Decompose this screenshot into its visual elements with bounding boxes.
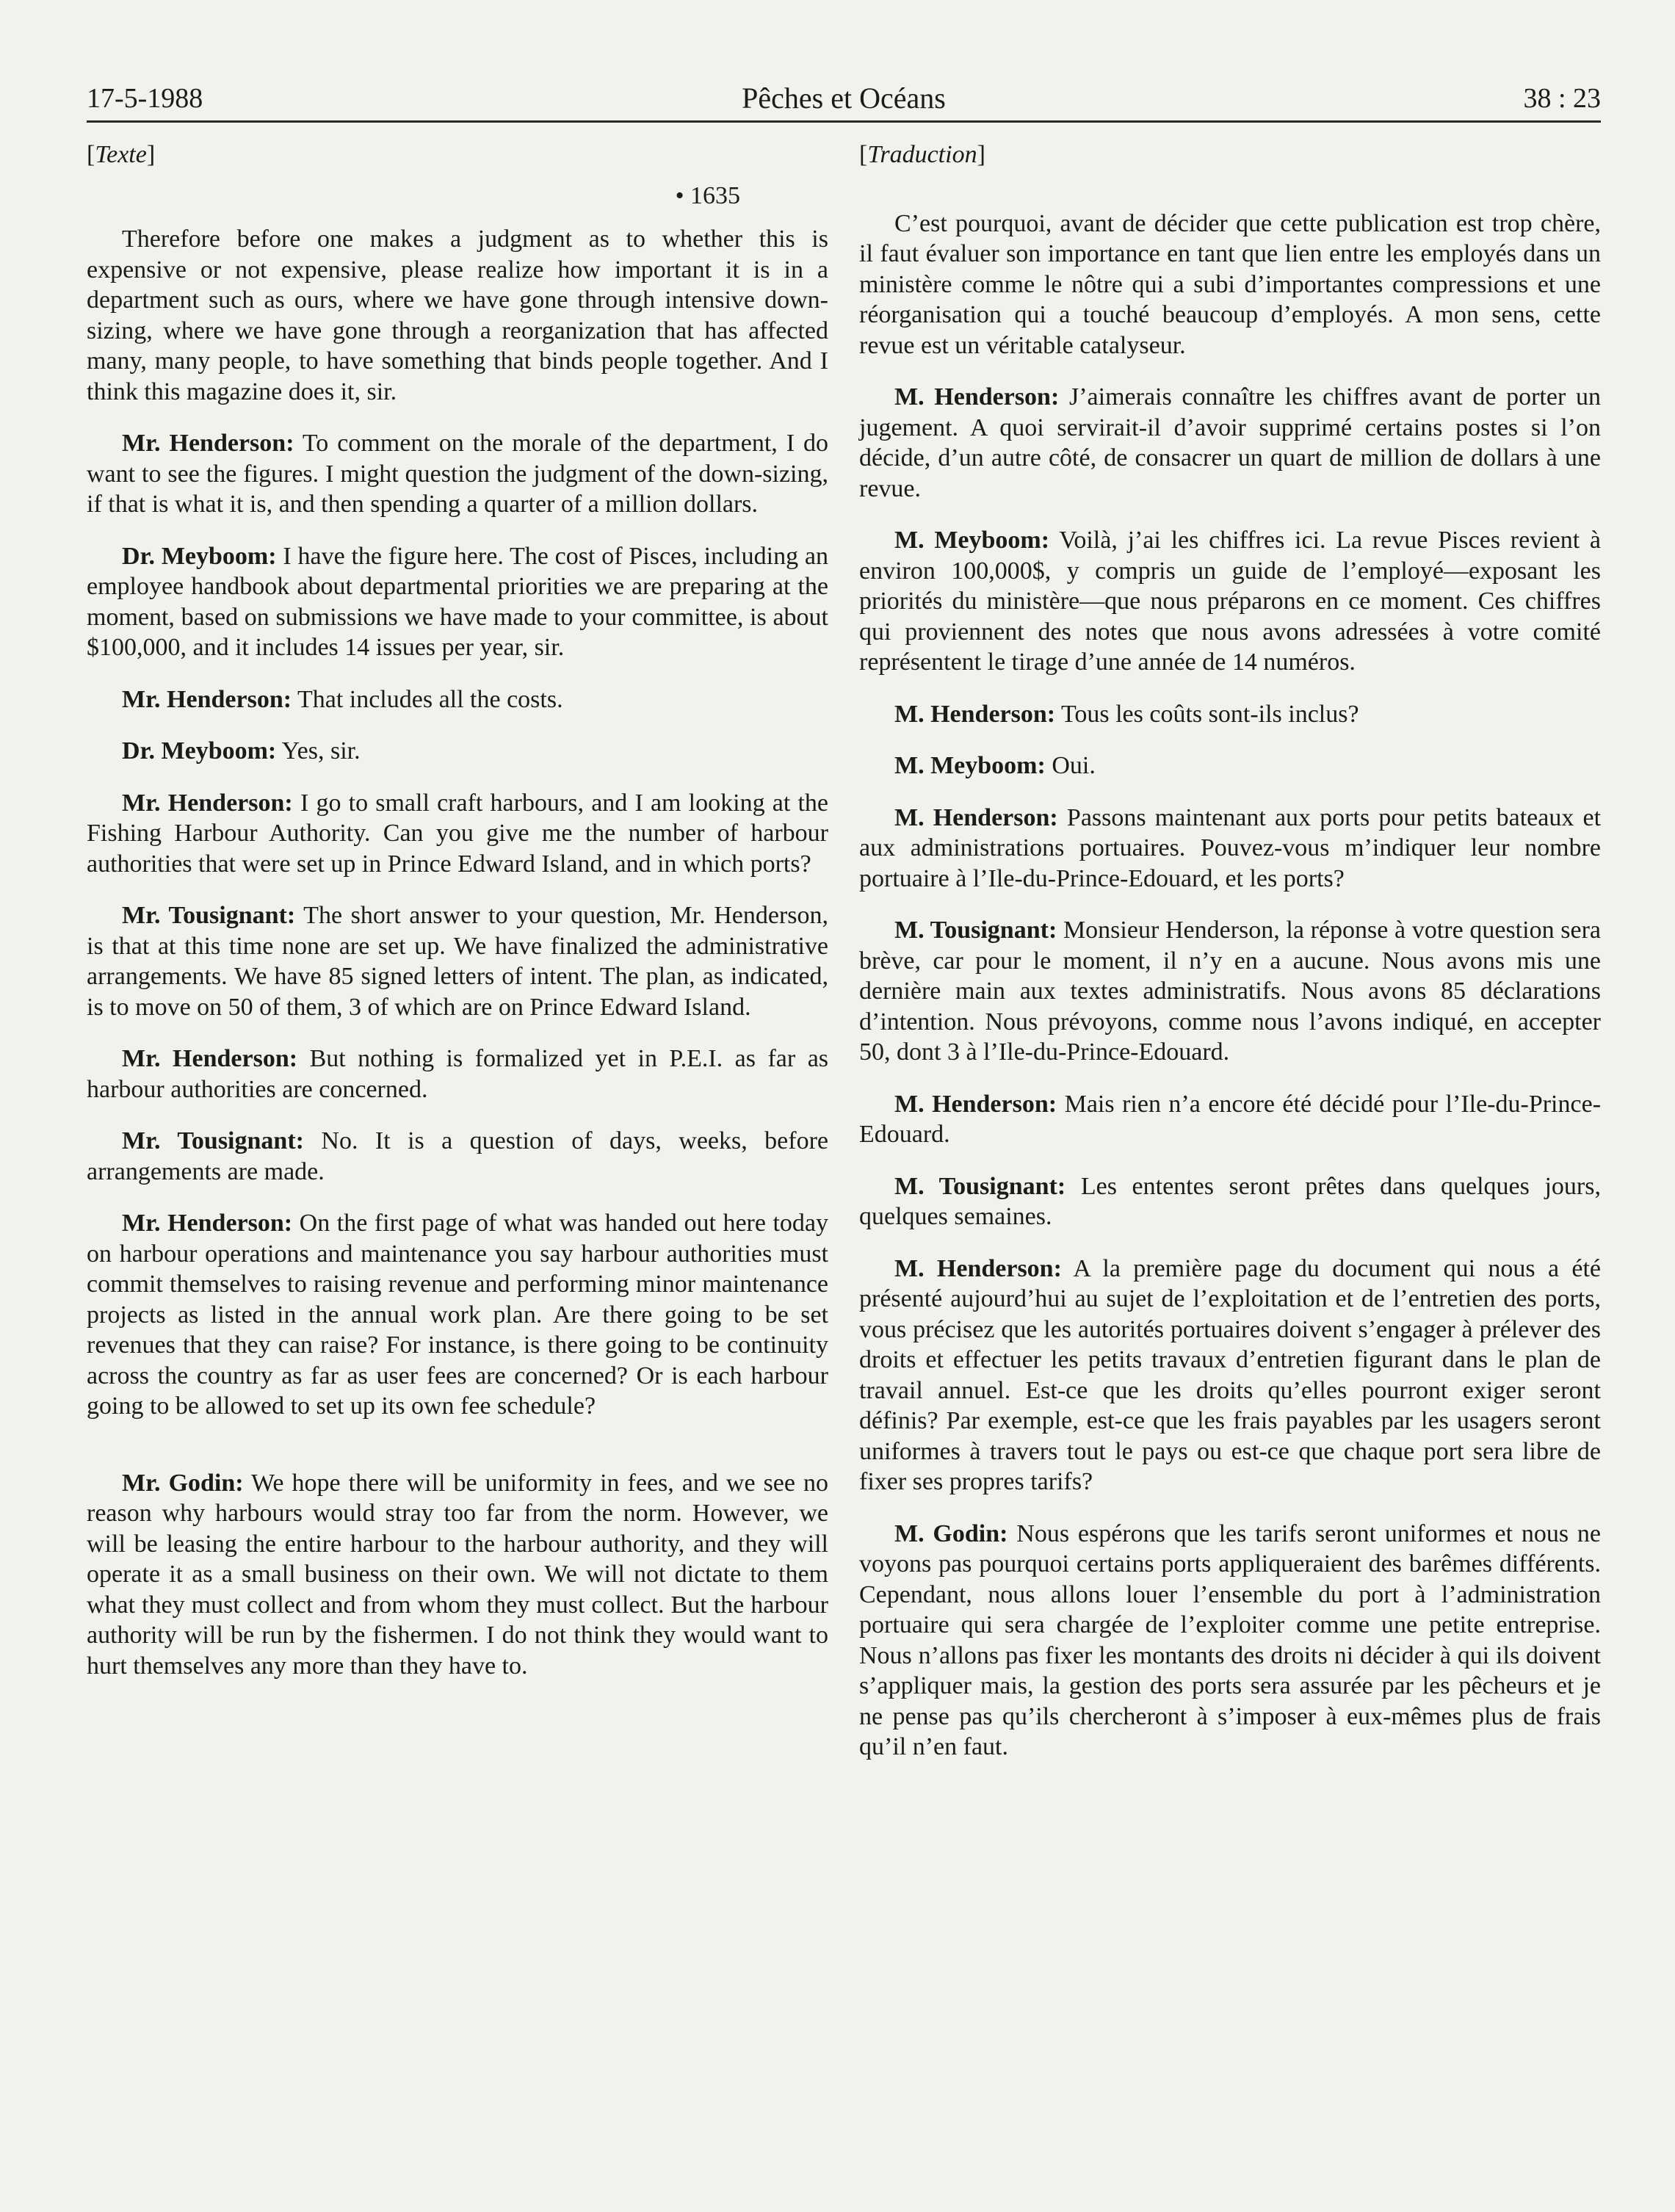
speech-text: Tous les coûts sont-ils inclus? xyxy=(1060,700,1359,728)
speaker-name: M. Henderson: xyxy=(894,383,1060,411)
speaker-name: Mr. Tousignant: xyxy=(122,902,296,929)
speaker-name: Dr. Meyboom: xyxy=(122,542,277,570)
speaker-name: Mr. Henderson: xyxy=(122,430,294,457)
left-column xyxy=(87,140,828,1702)
speech-text: That includes all the costs. xyxy=(297,685,563,713)
speaker-name: Mr. Godin: xyxy=(122,1469,244,1497)
speech-text: Mais rien n’a encore été décidé pour l’Ile-du-Prince-Edouard. xyxy=(859,1090,1602,1148)
transcript-paragraph xyxy=(859,751,1601,781)
transcript-paragraph xyxy=(859,1171,1601,1232)
speech-text: Oui. xyxy=(1052,752,1096,779)
speaker-name: M. Meyboom: xyxy=(894,527,1050,554)
transcript-paragraph xyxy=(859,699,1601,730)
transcript-paragraph xyxy=(859,1089,1601,1150)
transcript-paragraph xyxy=(87,1126,828,1187)
right-column-label: [Traduction] xyxy=(859,141,985,168)
speech-text: Therefore before one makes a judgment as to whether this is expensive or not expensive, please realize how important it is in a department such as ours, where we have gone through intensive down-sizing, where we have gone through a reorganization that has affected many, many people, to have something that binds people together. And I think this magazine does it, sir. xyxy=(87,225,828,405)
transcript-paragraph xyxy=(859,209,1601,361)
speaker-name: Mr. Henderson: xyxy=(122,1045,298,1072)
speech-text: Les ententes seront prêtes dans quelques jours, quelques semaines. xyxy=(859,1172,1601,1230)
speech-text: J’aimerais connaître les chiffres avant de porter un jugement. A quoi servirait-il d’avoir supprimé certains postes si l’on décide, d’un autre côté, de consacrer un quart de million de dollars à une revue. xyxy=(859,383,1601,502)
speaker-name: Mr. Henderson: xyxy=(122,1210,293,1237)
transcript-paragraph xyxy=(87,788,828,880)
header-page-number: 38 : 23 xyxy=(1523,83,1601,114)
page-header xyxy=(87,79,1601,123)
speech-text: We hope there will be uniformity in fees, and we see no reason why harbours would stray too far from the norm. However, we will be leasing the entire harbour to the harbour authority, and they will operate it as a small business on their own. We will not dictate to them what they must collect and from whom they must collect. But the harbour authority will be run by the fishermen. I do not think they would want to hurt themselves any more than they have to. xyxy=(87,1469,828,1680)
speech-text: The short answer to your question, Mr. Henderson, is that at this time none are set up. We have finalized the administrative arrangements. We have 85 signed letters of intent. The plan, as indicated, is to move on 50 of them, 3 of which are on Prince Edward Island. xyxy=(87,902,828,1021)
transcript-paragraph xyxy=(87,224,828,407)
speech-text: No. It is a question of days, weeks, before arrangements are made. xyxy=(87,1127,828,1185)
speech-text: C’est pourquoi, avant de décider que cette publication est trop chère, il faut évaluer son importance en tant que lien entre les employés dans un ministère comme le nôtre qui a subi d’importantes compressions et une réorganisation qui a touché beaucoup d’employés. A mon sens, cette revue est un véritable catalyseur. xyxy=(859,209,1601,359)
header-title: Pêches et Océans xyxy=(742,82,946,115)
transcript-paragraph xyxy=(87,736,828,767)
transcript-paragraph xyxy=(859,525,1601,678)
speech-text: A la première page du document qui nous a été présenté aujourd’hui au sujet de l’exploitation et de l’entretien des ports, vous précisez que les autorités portuaires doivent s’engager à prélever des droits et effectuer les petits travaux d’entretien figurant dans le plan de travail annuel. Est-ce que les droits qu’elles pourront exiger seront définis? Par exemple, est-ce que les frais payables par les usagers seront uniformes à travers tout le pays ou est-ce que chaque port sera libre de fixer ses propres tarifs? xyxy=(859,1254,1601,1495)
transcript-paragraph xyxy=(859,1254,1601,1497)
transcript-paragraph xyxy=(87,1208,828,1422)
transcript-paragraph xyxy=(87,1468,828,1682)
speaker-name: M. Godin: xyxy=(894,1519,1008,1547)
speech-text: Monsieur Henderson, la réponse à votre question sera brève, car pour le moment, il n’y en a aucune. Nous avons mis une dernière main aux textes administratifs. Nous avons 85 déclarations d’intention. Nous prévoyons, comme nous l’avons indiqué, en accepter 50, dont 3 à l’Ile-du-Prince-Edouard. xyxy=(859,917,1601,1066)
speech-text: Passons maintenant aux ports pour petits bateaux et aux administrations portuaires. Pouvez-vous m’indiquer leur nombre portuaire à l’Ile-du-Prince-Edouard, et les ports? xyxy=(859,803,1602,892)
transcript-paragraph xyxy=(859,915,1601,1068)
left-column-label-text: Texte xyxy=(95,141,147,168)
speaker-name: Dr. Meyboom: xyxy=(122,737,277,765)
speech-text: I go to small craft harbours, and I am looking at the Fishing Harbour Authority. Can you give me the number of harbour authorities that were set up in Prince Edward Island, and in which ports? xyxy=(87,789,829,878)
transcript-paragraph xyxy=(859,803,1601,894)
time-marker: • 1635 xyxy=(675,181,740,209)
speaker-name: M. Meyboom: xyxy=(894,752,1046,779)
speaker-name: M. Henderson: xyxy=(894,1254,1062,1282)
transcript-paragraph xyxy=(87,541,828,663)
left-paragraphs xyxy=(87,224,828,1681)
speech-text: I have the figure here. The cost of Pisces, including an employee handbook about departmental priorities we are preparing at the moment, based on submissions we have made to your committee, is about $100,000, and it includes 14 issues per year, sir. xyxy=(87,542,828,661)
transcript-paragraph xyxy=(87,428,828,520)
speech-text: Yes, sir. xyxy=(281,737,361,765)
speech-text: Nous espérons que les tarifs seront uniformes et nous ne voyons pas pourquoi certains ports appliqueraient des barêmes différents. Cependant, nous allons louer l’ensemble du port à l’administration portuaire qui sera chargée de l’exploiter comme une petite entreprise. Nous n’allons pas fixer les montants des droits ni décider à qui ils doivent s’appliquer mais, la gestion des ports sera assurée par les pêcheurs et je ne pense pas qu’ils chercheront à s’imposer à eux-mêmes plus de frais qu’il n’en faut. xyxy=(859,1519,1602,1760)
header-date: 17-5-1988 xyxy=(87,83,203,114)
speaker-name: M. Henderson: xyxy=(894,803,1058,831)
speech-text: But nothing is formalized yet in P.E.I. as far as harbour authorities are concerned. xyxy=(87,1045,829,1103)
transcript-paragraph xyxy=(859,1519,1601,1763)
speaker-name: M. Tousignant: xyxy=(894,917,1057,944)
transcript-paragraph xyxy=(87,684,828,715)
speaker-name: Mr. Henderson: xyxy=(122,685,292,713)
right-paragraphs xyxy=(859,209,1601,1763)
speaker-name: Mr. Tousignant: xyxy=(122,1127,304,1154)
speaker-name: M. Tousignant: xyxy=(894,1172,1066,1200)
speaker-name: M. Henderson: xyxy=(894,700,1056,728)
right-column-label-text: Traduction xyxy=(867,141,977,168)
right-column-gap xyxy=(859,184,1601,209)
paragraph-gap xyxy=(87,1443,828,1468)
speech-text: Voilà, j’ai les chiffres ici. La revue Pisces revient à environ 100,000$, y compris un guide de l’employé—exposant les priorités du ministère—que nous préparons en ce moment. Ces chiffres qui proviennent des notes que nous avons adressées à votre comité représentent le tirage d’une année de 14 numéros. xyxy=(859,527,1602,676)
transcript-paragraph xyxy=(859,382,1601,504)
right-column xyxy=(859,140,1601,1784)
left-column-label: [Texte] xyxy=(87,141,156,168)
speech-text: To comment on the morale of the department, I do want to see the figures. I might question the judgment of the down-sizing, if that is what it is, and then spending a quarter of a million dollars. xyxy=(87,430,829,518)
transcript-paragraph xyxy=(87,900,828,1022)
transcript-paragraph xyxy=(87,1044,828,1105)
speech-text: On the first page of what was handed out here today on harbour operations and maintenance you say harbour authorities must commit themselves to raising revenue and performing minor maintenance projects as listed in the annual work plan. Are there going to be set revenues that they can raise? For instance, is there going to be continuity across the country as far as user fees are concerned? Or is each harbour going to be allowed to set up its own fee schedule? xyxy=(87,1210,829,1420)
speaker-name: Mr. Henderson: xyxy=(122,789,293,817)
speaker-name: M. Henderson: xyxy=(894,1090,1057,1118)
